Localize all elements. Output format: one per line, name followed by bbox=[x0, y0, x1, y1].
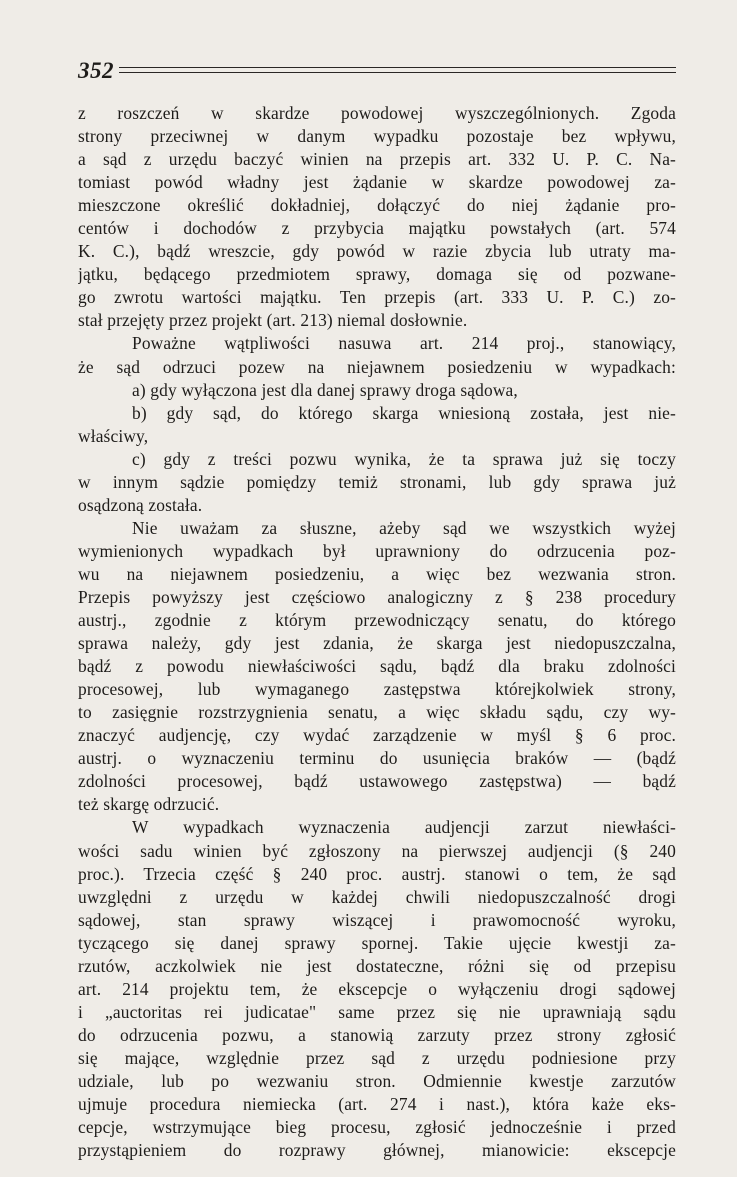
text-line: austrj. o wyznaczeniu terminu do usunięcia braków — (bądź bbox=[78, 748, 676, 769]
text-line: w innym sądzie pomiędzy temiż stronami, lub gdy sprawa już bbox=[78, 471, 676, 492]
text-line: wu na niejawnem posiedzeniu, a więc bez wezwania stron. bbox=[78, 563, 676, 584]
header-rule-bottom bbox=[119, 72, 676, 73]
text-line: zdolności procesowej, bądź ustawowego zastępstwa) — bądź bbox=[78, 771, 676, 792]
text-line: jątku, będącego przedmiotem sprawy, domaga się od pozwane- bbox=[78, 264, 676, 285]
page-number: 352 bbox=[78, 58, 114, 83]
text-line: c) gdy z treści pozwu wynika, że ta sprawa już się toczy bbox=[132, 448, 676, 469]
text-line: ujmuje procedura niemiecka (art. 274 i nast.), która każe eks- bbox=[78, 1094, 676, 1115]
text-line: a) gdy wyłączona jest dla danej sprawy droga sądowa, bbox=[132, 379, 518, 400]
text-line: sprawa należy, gdy jest zdania, że skarga jest niedopuszczalna, bbox=[78, 633, 676, 654]
header-rule-top bbox=[119, 67, 676, 68]
text-line: właściwy, bbox=[78, 425, 149, 446]
text-line: uwzględni z urzędu w każdej chwili niedopuszczalność drogi bbox=[78, 886, 676, 907]
text-line: K. C.), bądź wreszcie, gdy powód w razie zbycia lub utraty ma- bbox=[78, 241, 676, 262]
text-line: też skargę odrzucić. bbox=[78, 794, 220, 815]
text-line: do odrzucenia pozwu, a stanowią zarzuty przez strony zgłosić bbox=[78, 1024, 676, 1045]
text-line: b) gdy sąd, do którego skarga wniesioną została, jest nie- bbox=[132, 402, 676, 423]
text-line: Przepis powyższy jest częściowo analogiczny z § 238 procedury bbox=[78, 586, 676, 607]
body-text bbox=[78, 102, 676, 1162]
text-line: Nie uważam za słuszne, ażeby sąd we wszystkich wyżej bbox=[132, 517, 676, 538]
text-line: z roszczeń w skardze powodowej wyszczególnionych. Zgoda bbox=[78, 103, 676, 123]
text-line: austrj., zgodnie z którym przewodniczący senatu, do którego bbox=[78, 610, 676, 631]
text-line: się mające, względnie przez sąd z urzędu podniesione przy bbox=[78, 1047, 676, 1068]
text-line: a sąd z urzędu baczyć winien na przepis art. 332 U. P. C. Na- bbox=[78, 149, 676, 170]
text-line: rzutów, aczkolwiek nie jest dostateczne, różni się od przepisu bbox=[78, 955, 676, 976]
text-line: strony przeciwnej w danym wypadku pozostaje bez wpływu, bbox=[78, 126, 676, 147]
text-line: Poważne wątpliwości nasuwa art. 214 proj., stanowiący, bbox=[132, 333, 676, 354]
text-line: sądowej, stan sprawy wiszącej i prawomocność wyroku, bbox=[78, 909, 676, 930]
text-line: procesowej, lub wymaganego zastępstwa którejkolwiek strony, bbox=[78, 679, 676, 700]
text-line: znaczyć audjencję, czy wydać zarządzenie w myśl § 6 proc. bbox=[78, 725, 676, 746]
text-line: i „auctoritas rei judicatae" same przez się nie uprawniają sądu bbox=[78, 1001, 676, 1022]
text-line: proc.). Trzecia część § 240 proc. austrj. stanowi o tem, że sąd bbox=[78, 863, 676, 884]
text-line: to zasięgnie rozstrzygnienia senatu, a więc składu sądu, czy wy- bbox=[78, 702, 676, 723]
text-line: bądź z powodu niewłaściwości sądu, bądź dla braku zdolności bbox=[78, 656, 676, 677]
text-line: że sąd odrzuci pozew na niejawnem posiedzeniu w wypadkach: bbox=[78, 356, 676, 377]
text-line: wości sadu winien być zgłoszony na pierwszej audjencji (§ 240 bbox=[78, 840, 676, 861]
text-line: osądzoną została. bbox=[78, 494, 203, 515]
text-line: udziale, lub po wezwaniu stron. Odmiennie kwestje zarzutów bbox=[78, 1070, 676, 1091]
text-line: tomiast powód władny jest żądanie w skardze powodowej za- bbox=[78, 172, 676, 193]
text-line: W wypadkach wyznaczenia audjencji zarzut niewłaści- bbox=[132, 817, 676, 838]
text-line: tyczącego się danej sprawy spornej. Takie ujęcie kwestji za- bbox=[78, 932, 676, 953]
text-line: art. 214 projektu tem, że ekscepcje o wyłączeniu drogi sądowej bbox=[78, 978, 676, 999]
text-line: centów i dochodów z przybycia majątku powstałych (art. 574 bbox=[78, 218, 676, 239]
text-line: cepcje, wstrzymujące bieg procesu, zgłosić jednocześnie i przed bbox=[78, 1117, 676, 1138]
page-header bbox=[78, 58, 676, 84]
text-line: stał przejęty przez projekt (art. 213) niemal dosłownie. bbox=[78, 310, 468, 331]
text-line: go zwrotu wartości majątku. Ten przepis (art. 333 U. P. C.) zo- bbox=[78, 287, 676, 308]
text-line: mieszczone określić dokładniej, dołączyć do niej żądanie pro- bbox=[78, 195, 676, 216]
text-line: wymienionych wypadkach był uprawniony do odrzucenia poz- bbox=[78, 540, 676, 561]
text-line: przystąpieniem do rozprawy głównej, mianowicie: ekscepcje bbox=[78, 1140, 676, 1161]
